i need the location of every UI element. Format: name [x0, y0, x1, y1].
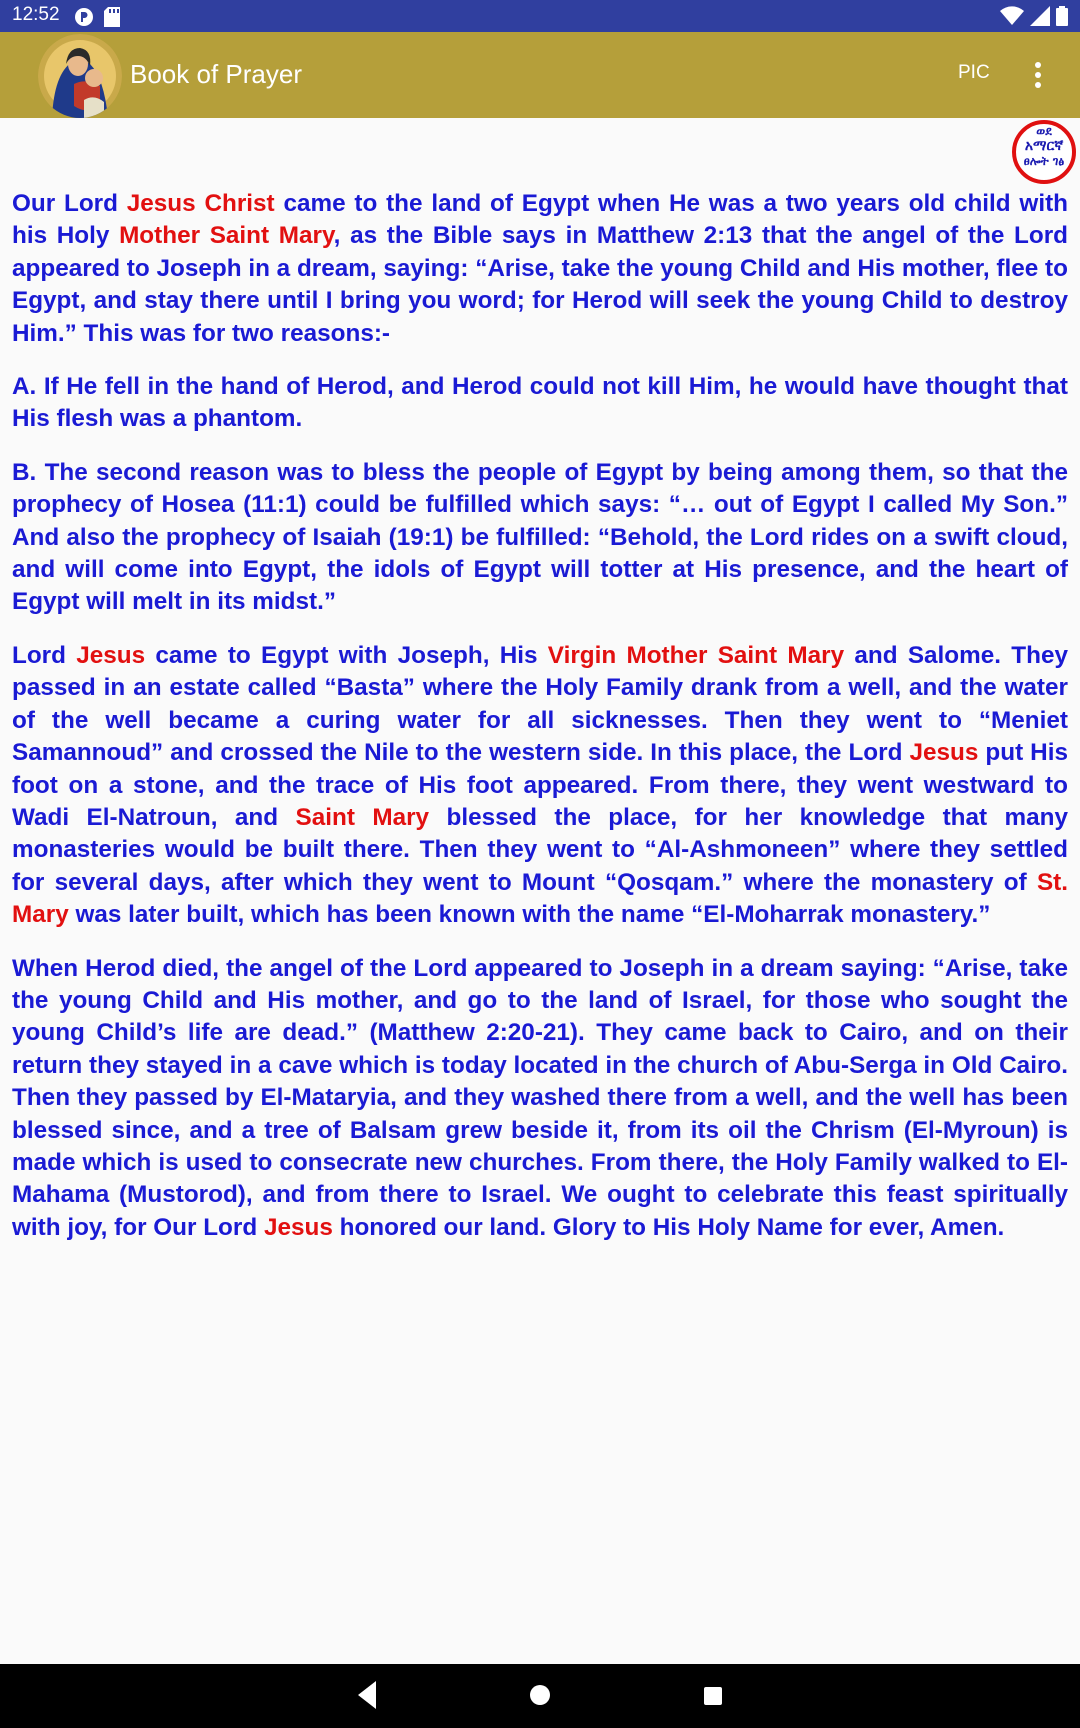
back-icon[interactable] — [358, 1681, 378, 1709]
amharic-prayer-page-button[interactable] — [1012, 120, 1076, 184]
paragraph-text: came to the land of Egypt when He was a two years old child with his Holy — [12, 190, 1069, 250]
signal-icon — [1030, 6, 1050, 26]
prayer-text-content — [12, 188, 1068, 1265]
status-bar — [0, 0, 1080, 32]
highlighted-name: Virgin Mother Saint Mary — [547, 641, 845, 669]
paragraph-text: B. The second reason was to bless the people of Egypt by being among them, so that the prophecy of Hosea (11:1) could be fulfilled which says: “… out of Egypt I called My Son.” And also the prophecy of Isaiah (19:1) be fulfilled: “Behold, the Lord rides on a swift cloud, and will come into Egypt, the idols of Egypt will totter at His presence, and the heart of Egypt will melt in its midst.” — [12, 458, 1068, 616]
amharic-button-line: ወደ — [1036, 124, 1052, 138]
navigation-bar — [0, 1664, 1080, 1728]
highlighted-name: Jesus — [76, 641, 146, 669]
amharic-button-line: አማርኛ — [1024, 138, 1064, 154]
paragraph-text: came to Egypt with Joseph, His — [145, 641, 548, 669]
paragraph-text: , as the Bible says in Matthew 2:13 that the angel of the Lord appeared to Joseph in a dream, saying: “Arise, take the young Child and His mother, flee to Egypt, and stay there until I bring you word; for Herod will seek the young Child to destroy Him.” This was for two reasons:- — [12, 222, 1068, 347]
prayer-paragraph — [12, 457, 1068, 619]
paragraph-text: A. If He fell in the hand of Herod, and Herod could not kill Him, he would have thought that His flesh was a phantom. — [12, 373, 1068, 433]
prayer-paragraph — [12, 188, 1068, 350]
app-bar — [0, 32, 1080, 118]
data-saver-icon — [74, 7, 94, 27]
status-left-icons — [74, 7, 120, 27]
wifi-icon — [1000, 6, 1024, 26]
paragraph-text: put His foot on a stone, and the trace of His foot appeared. From there, they went westward to Wadi El-Natroun, and — [12, 739, 1068, 831]
paragraph-text: Lord — [12, 641, 77, 669]
prayer-paragraph — [12, 953, 1068, 1245]
highlighted-name: Jesus — [263, 1213, 333, 1241]
status-right-icons — [1000, 6, 1068, 26]
paragraph-text: and Salome. They passed in an estate called “Basta” where the Holy Family drank from a well, and the water of the well became a curing water for all sicknesses. Then they went to “Meniet Samannoud” and crossed the Nile to the western side. In this place, the Lord — [12, 641, 1068, 767]
paragraph-text: Our Lord — [12, 190, 127, 217]
battery-icon — [1056, 6, 1068, 26]
highlighted-name: Jesus — [909, 739, 979, 767]
app-title: Book of Prayer — [130, 59, 302, 89]
paragraph-text: was later built, which has been known with the name “El-Moharrak monastery.” — [68, 901, 991, 929]
paragraph-text: honored our land. Glory to His Holy Name for ever, Amen. — [332, 1213, 1005, 1241]
highlighted-name: Jesus Christ — [126, 190, 275, 217]
prayer-paragraph — [12, 371, 1068, 436]
highlighted-name: St. Mary — [12, 868, 1068, 929]
status-time: 12:52 — [12, 4, 60, 25]
amharic-button-line: ፀሎት ገፅ — [1023, 154, 1065, 168]
paragraph-text: When Herod died, the angel of the Lord appeared to Joseph in a dream saying: “Arise, take the young Child and His mother, and go to the land of Israel, for those who sought the young Child’s life are dead.” (Matthew 2:20-21). They came back to Cairo, and on their return they stayed in a cave which is today located in the church of Abu-Serga in Old Cairo. Then they passed by El-Mataryia, and they washed there from a well, and the well has been blessed since, and a tree of Balsam grew beside it, from its oil the Chrism (El-Myroun) is made which is used to consecrate new churches. From there, the Holy Family walked to El-Mahama (Mustorod), and from there to Israel. We ought to celebrate this feast spiritually with joy, for Our Lord — [12, 954, 1068, 1241]
paragraph-text: blessed the place, for her knowledge that many monasteries would be built there. Then they went to “Al-Ashmoneen” where they settled for several days, after which they went to Mount “Qosqam.” where the monastery of — [12, 803, 1069, 896]
highlighted-name: Saint Mary — [295, 803, 430, 831]
more-vert-icon[interactable] — [1026, 62, 1050, 92]
recents-icon[interactable] — [704, 1687, 722, 1705]
prayer-paragraph — [12, 640, 1068, 932]
pic-button[interactable]: PIC — [958, 62, 990, 83]
highlighted-name: Mother Saint Mary — [119, 222, 334, 250]
home-icon[interactable] — [530, 1685, 550, 1705]
app-logo-icon — [38, 34, 122, 118]
sd-card-icon — [104, 7, 120, 27]
